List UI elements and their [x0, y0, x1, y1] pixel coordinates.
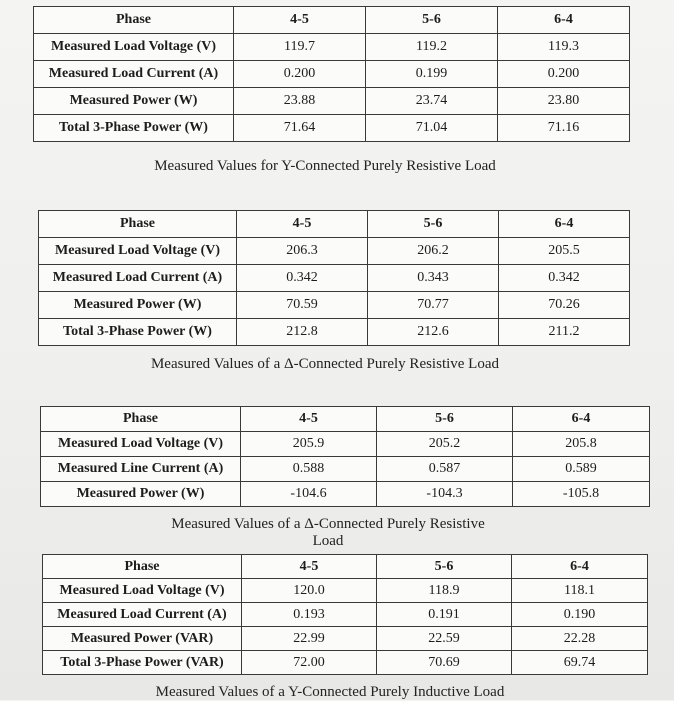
- table-caption: [128, 516, 528, 550]
- table-cell: 205.5: [499, 238, 630, 265]
- table-cell: 70.26: [499, 292, 630, 319]
- row-label: Total 3-Phase Power (VAR): [43, 651, 242, 675]
- table-cell: 212.8: [237, 319, 368, 346]
- header-cell: 6-4: [498, 7, 630, 34]
- table-cell: 0.200: [498, 61, 630, 88]
- table-cell: 205.2: [377, 432, 513, 457]
- header-cell: 5-6: [366, 7, 498, 34]
- table-cell: 23.80: [498, 88, 630, 115]
- table-cell: 211.2: [499, 319, 630, 346]
- table-cell: 119.3: [498, 34, 630, 61]
- table-cell: 70.77: [368, 292, 499, 319]
- header-cell: 6-4: [499, 211, 630, 238]
- table-caption: Measured Values of a Δ-Connected Purely Resistive Load: [150, 356, 500, 372]
- table-cell: 119.2: [366, 34, 498, 61]
- table-cell: 0.190: [512, 603, 648, 627]
- table-caption-line: Load: [312, 533, 344, 549]
- table-cell: 23.88: [234, 88, 366, 115]
- table-cell: 0.199: [366, 61, 498, 88]
- row-label: Measured Load Current (A): [39, 265, 237, 292]
- table-row: [34, 34, 630, 61]
- header-cell: Phase: [34, 7, 234, 34]
- row-label: Measured Load Current (A): [43, 603, 242, 627]
- table-cell: 23.74: [366, 88, 498, 115]
- y-inductive-table: [42, 554, 648, 675]
- header-cell: 4-5: [237, 211, 368, 238]
- table-cell: 22.59: [377, 627, 512, 651]
- table-header-row: [39, 211, 630, 238]
- delta-resistive-table: [38, 210, 630, 346]
- table-cell: 212.6: [368, 319, 499, 346]
- table-cell: 0.200: [234, 61, 366, 88]
- table-cell: 69.74: [512, 651, 648, 675]
- row-label: Measured Load Voltage (V): [43, 579, 242, 603]
- y-resistive-table: [33, 6, 630, 142]
- table-cell: 119.7: [234, 34, 366, 61]
- table-cell: 206.2: [368, 238, 499, 265]
- table-row: [39, 292, 630, 319]
- row-label: Measured Power (VAR): [43, 627, 242, 651]
- table-cell: 0.342: [237, 265, 368, 292]
- table-caption: Measured Values of a Y-Connected Purely Inductive Load: [155, 684, 505, 700]
- table-row: [43, 603, 648, 627]
- table-cell: -104.6: [241, 482, 377, 507]
- header-cell: Phase: [41, 407, 241, 432]
- table-caption: Measured Values for Y-Connected Purely Resistive Load: [154, 158, 496, 174]
- table-cell: 0.343: [368, 265, 499, 292]
- table-row: [41, 457, 650, 482]
- table-cell: 0.587: [377, 457, 513, 482]
- table-row: [43, 651, 648, 675]
- header-cell: Phase: [43, 555, 242, 579]
- table-cell: 70.59: [237, 292, 368, 319]
- header-cell: Phase: [39, 211, 237, 238]
- table-cell: 205.9: [241, 432, 377, 457]
- table-cell: 118.9: [377, 579, 512, 603]
- row-label: Measured Power (W): [39, 292, 237, 319]
- table-row: [34, 115, 630, 142]
- table-cell: -104.3: [377, 482, 513, 507]
- header-cell: 5-6: [368, 211, 499, 238]
- table-caption-line: Measured Values of a Δ-Connected Purely Resistive: [171, 516, 485, 532]
- table-cell: 118.1: [512, 579, 648, 603]
- table-cell: 0.588: [241, 457, 377, 482]
- table-row: [39, 265, 630, 292]
- header-cell: 4-5: [242, 555, 377, 579]
- table-cell: 72.00: [242, 651, 377, 675]
- table-cell: 205.8: [513, 432, 650, 457]
- header-cell: 6-4: [512, 555, 648, 579]
- table-row: [39, 238, 630, 265]
- table-cell: 120.0: [242, 579, 377, 603]
- table-cell: 71.16: [498, 115, 630, 142]
- table-row: [41, 482, 650, 507]
- table-cell: -105.8: [513, 482, 650, 507]
- header-cell: 5-6: [377, 407, 513, 432]
- table-row: [43, 579, 648, 603]
- table-cell: 0.193: [242, 603, 377, 627]
- table-cell: 70.69: [377, 651, 512, 675]
- header-cell: 5-6: [377, 555, 512, 579]
- table-cell: 71.04: [366, 115, 498, 142]
- header-cell: 4-5: [241, 407, 377, 432]
- table-cell: 22.28: [512, 627, 648, 651]
- table-cell: 0.589: [513, 457, 650, 482]
- table-row: [43, 627, 648, 651]
- row-label: Measured Load Current (A): [34, 61, 234, 88]
- row-label: Total 3-Phase Power (W): [39, 319, 237, 346]
- row-label: Measured Load Voltage (V): [41, 432, 241, 457]
- table-cell: 206.3: [237, 238, 368, 265]
- row-label: Measured Line Current (A): [41, 457, 241, 482]
- table-cell: 71.64: [234, 115, 366, 142]
- table-row: [41, 432, 650, 457]
- table-header-row: [34, 7, 630, 34]
- row-label: Measured Power (W): [34, 88, 234, 115]
- row-label: Measured Power (W): [41, 482, 241, 507]
- table-row: [34, 88, 630, 115]
- table-cell: 0.191: [377, 603, 512, 627]
- table-row: [34, 61, 630, 88]
- row-label: Total 3-Phase Power (W): [34, 115, 234, 142]
- table-cell: 22.99: [242, 627, 377, 651]
- table-cell: 0.342: [499, 265, 630, 292]
- table-row: [39, 319, 630, 346]
- header-cell: 6-4: [513, 407, 650, 432]
- table-header-row: [43, 555, 648, 579]
- row-label: Measured Load Voltage (V): [39, 238, 237, 265]
- row-label: Measured Load Voltage (V): [34, 34, 234, 61]
- header-cell: 4-5: [234, 7, 366, 34]
- delta-resistive-table-2: [40, 406, 650, 507]
- table-header-row: [41, 407, 650, 432]
